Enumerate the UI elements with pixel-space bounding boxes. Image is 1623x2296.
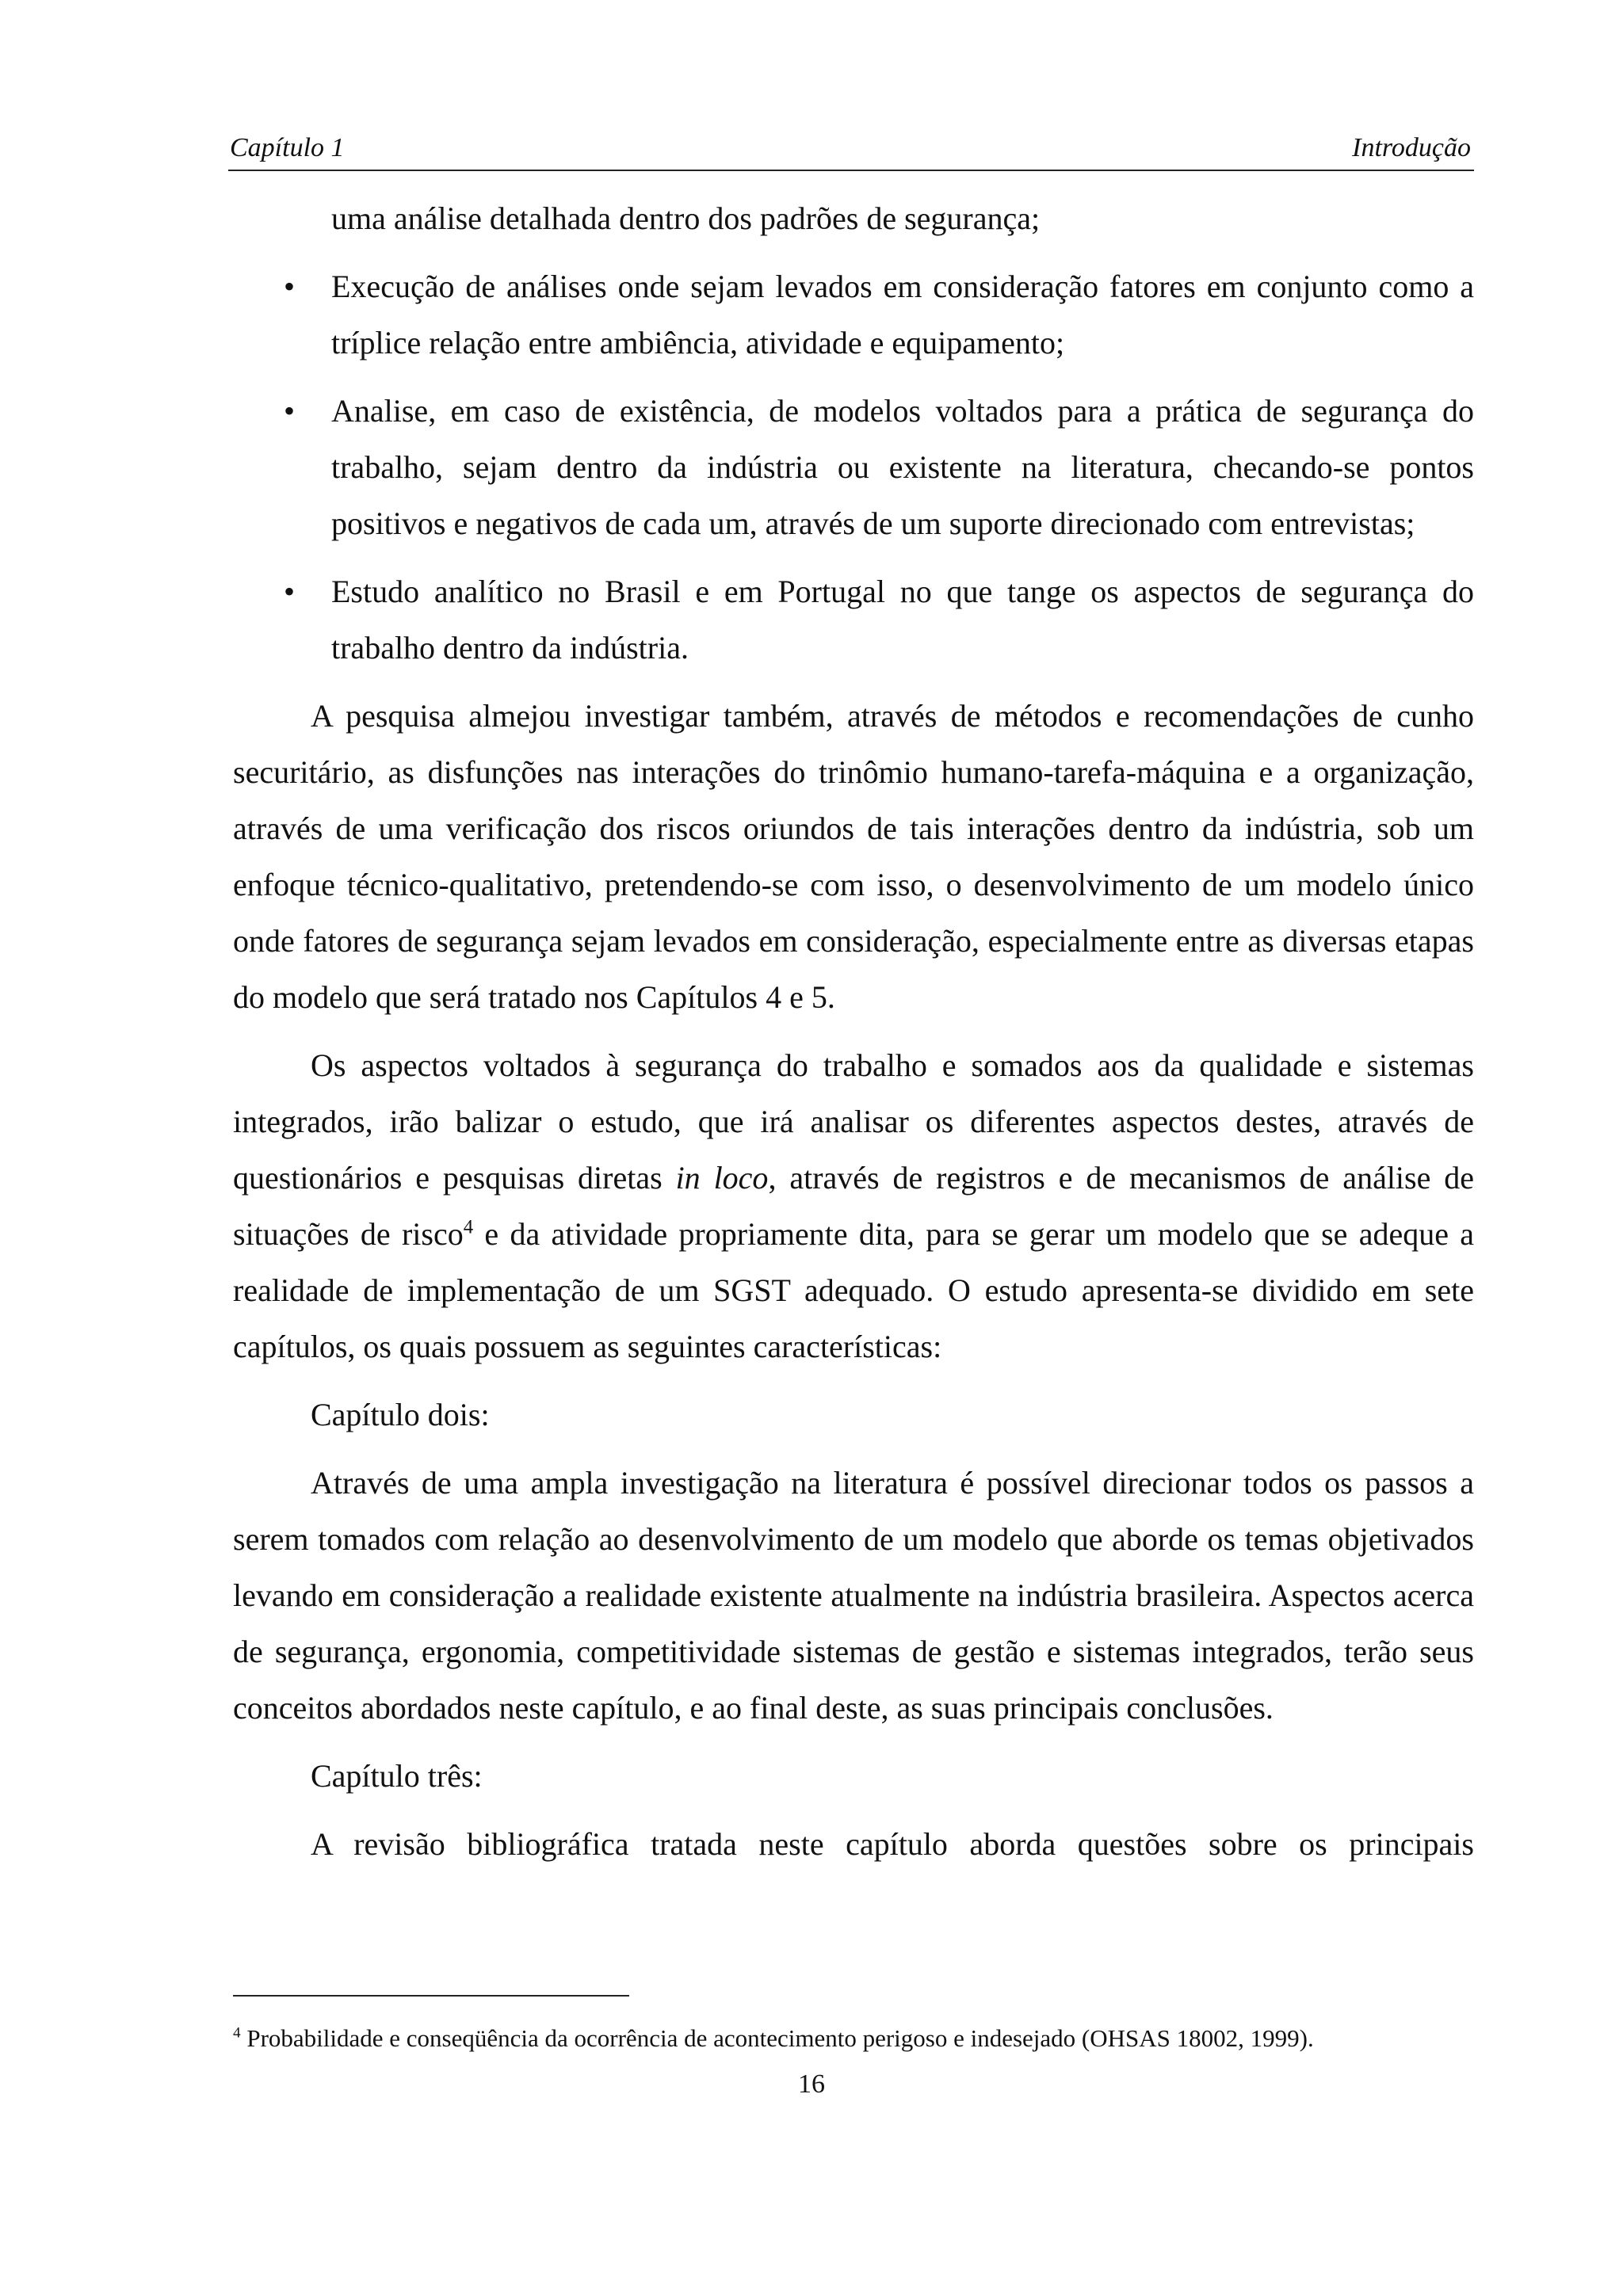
list-item-text: Execução de análises onde sejam levados em consideração fatores em conjunto como a tríplice relação entre ambiência, atividade e equipamento; bbox=[331, 269, 1474, 360]
footnote-reference[interactable]: 4 bbox=[463, 1216, 474, 1238]
list-item-text: Estudo analítico no Brasil e em Portugal no que tange os aspectos de segurança do trabalho dentro da indústria. bbox=[331, 574, 1474, 666]
bullet-list bbox=[233, 258, 1474, 676]
paragraph-research-goal: A pesquisa almejou investigar também, através de métodos e recomendações de cunho securitário, as disfunções nas interações do trinômio humano-tarefa-máquina e a organização, através de uma verificação dos riscos oriundos de tais interações dentro da indústria, sob um enfoque técnico-qualitativo, pretendendo-se com isso, o desenvolvimento de um modelo único onde fatores de segurança sejam levados em consideração, especialmente entre as diversas etapas do modelo que será tratado nos Capítulos 4 e 5. bbox=[233, 698, 1474, 1015]
body-text bbox=[233, 190, 1474, 1884]
continuation-line: uma análise detalhada dentro dos padrões de segurança; bbox=[331, 200, 1041, 236]
list-item bbox=[233, 258, 1474, 371]
chapter-three-heading: Capítulo três: bbox=[311, 1758, 483, 1794]
paragraph-text: e da atividade propriamente dita, para se gerar um modelo que se adeque a realidade de implementação de um SGST adequado. O estudo apresenta-se dividido em sete capítulos, os quais possuem as seguintes características: bbox=[233, 1216, 1474, 1364]
list-item bbox=[233, 383, 1474, 551]
italic-term: in loco bbox=[675, 1160, 769, 1196]
footnote bbox=[233, 2023, 1474, 2054]
chapter-two-heading: Capítulo dois: bbox=[311, 1397, 490, 1432]
running-header bbox=[228, 130, 1474, 171]
chapter-two-paragraph: Através de uma ampla investigação na literatura é possível direcionar todos os passos a serem tomados com relação ao desenvolvimento de um modelo que aborde os temas objetivados levando em consideração a realidade existente atualmente na indústria brasileira. Aspectos acerca de segurança, ergonomia, competitividade sistemas de gestão e sistemas integrados, terão seus conceitos abordados neste capítulo, e ao final deste, as suas principais conclusões. bbox=[233, 1465, 1474, 1726]
list-item-text: Analise, em caso de existência, de modelos voltados para a prática de segurança do trabalho, sejam dentro da indústria ou existente na literatura, checando-se pontos positivos e negativos de cada um, através de um suporte direcionado com entrevistas; bbox=[331, 393, 1474, 541]
page-number: 16 bbox=[798, 2069, 825, 2099]
header-section: Introdução bbox=[1352, 133, 1471, 162]
footnote-number: 4 bbox=[233, 2024, 241, 2042]
bullet-icon: • bbox=[284, 269, 296, 304]
bullet-icon: • bbox=[284, 574, 296, 609]
paragraph-text: Os aspectos voltados à segurança do trabalho e somados aos da qualidade e sistemas integrados, irão balizar o estudo, que irá analisar os diferentes aspectos destes, através de questionários e pesquisas diretas bbox=[233, 1047, 1474, 1196]
paragraph-text: , através de registros e de mecanismos de análise de situações de risco bbox=[233, 1160, 1475, 1252]
footnote-separator bbox=[233, 1995, 629, 1997]
paragraph-study-aspects bbox=[233, 1037, 1474, 1375]
header-chapter: Capítulo 1 bbox=[230, 133, 345, 162]
list-item bbox=[233, 563, 1474, 676]
footnote-text: Probabilidade e conseqüência da ocorrência de acontecimento perigoso e indesejado (OHSAS 18002, 1999). bbox=[240, 2024, 1314, 2052]
bullet-icon: • bbox=[284, 393, 296, 429]
chapter-three-paragraph: A revisão bibliográfica tratada neste capítulo aborda questões sobre os principais bbox=[311, 1826, 1474, 1862]
